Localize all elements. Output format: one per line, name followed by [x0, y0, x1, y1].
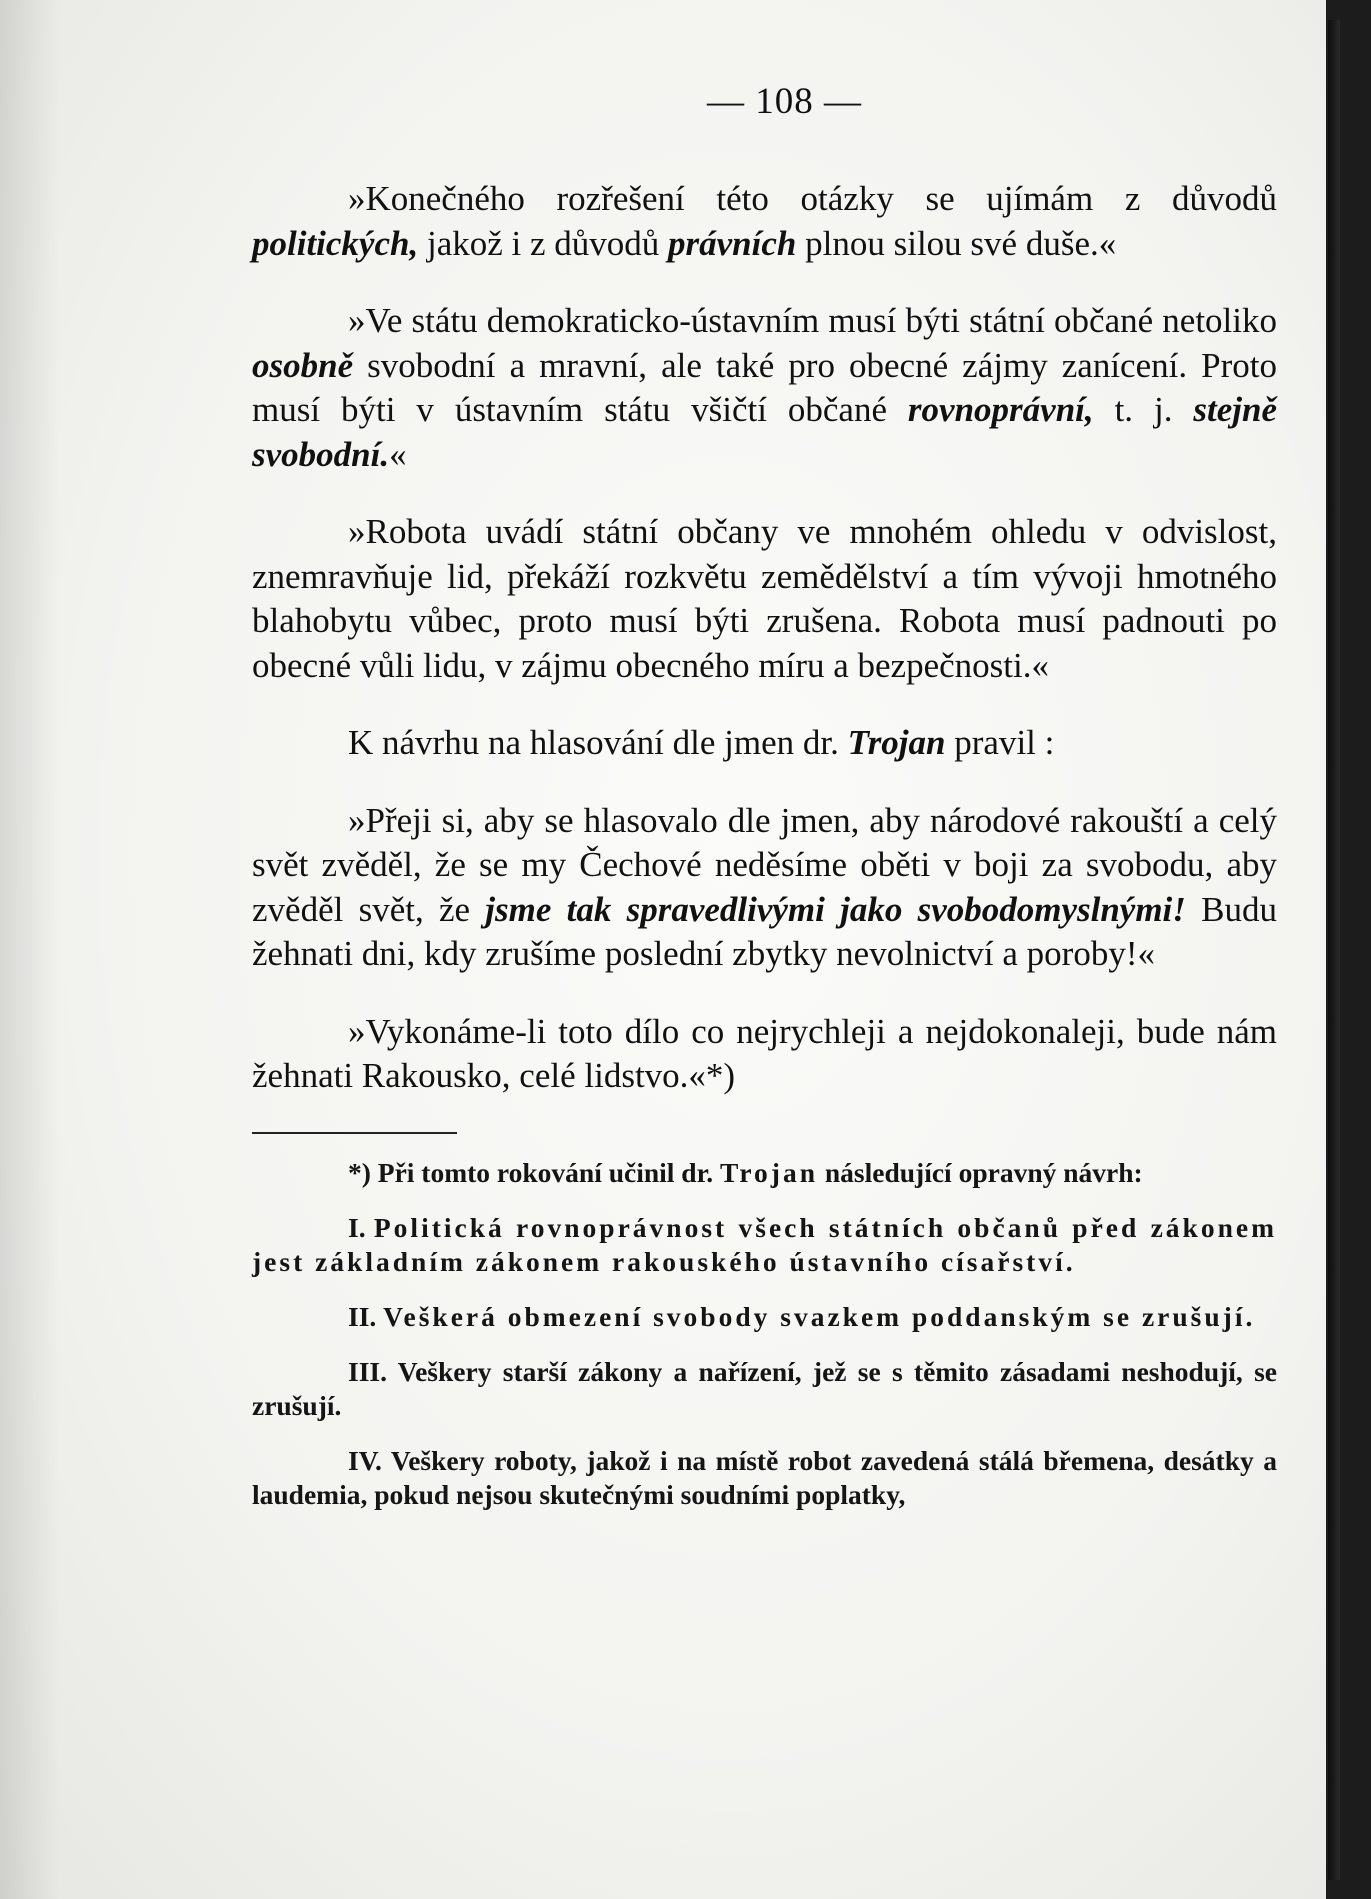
paragraph-5: »Přeji si, aby se hlasovalo dle jmen, aby národové rakouští a celý svět zvěděl, že se my Čechové neděsíme oběti v boji za svobodu, aby zvěděl svět, že jsme tak spravedlivými jako svobodomyslnými! Budu žehnati dni, kdy zrušíme poslední zbytky nevolnictví a poroby!« — [252, 800, 1277, 973]
emphasis-stejne-svobodni: stejně svobodní. — [252, 390, 1277, 474]
footnote-item-iii: III. Veškery starší zákony a nařízení, jež se s těmito zásadami neshodují, se zrušují. — [252, 1355, 1277, 1421]
emphasis-osobne: osobně — [252, 345, 354, 385]
emphasis-trojan: Trojan — [847, 723, 946, 762]
page-number: — 108 — — [707, 81, 862, 122]
paragraph-3: »Robota uvádí státní občany ve mnohém ohledu v odvislost, znemravňuje lid, překáží rozkvětu zemědělství a tím vývoji hmotného blahobytu vůbec, proto musí býti zrušena. Robota musí padnouti po obecné vůli lidu, v zájmu obecného míru a bezpečnosti.« — [252, 512, 1277, 685]
paragraph-6: »Vykonáme-li toto dílo co nejrychleji a nejdokonaleji, bude nám žehnati Rakousko, celé lidstvo.«*) — [252, 1011, 1277, 1095]
page-text — [252, 80, 1277, 1533]
footnote-trojan: Trojan — [720, 1156, 818, 1188]
emphasis-rovnopravni: rovnoprávní, — [907, 390, 1094, 429]
emphasis-politickych: politických, — [252, 223, 419, 263]
paragraph-2: »Ve státu demokraticko-ústavním musí býti státní občané netoliko osobně svobodní a mravní, ale také pro obecné zájmy zanícení. Proto musí býti v ústavním státu všičtí občané rovnoprávní, t. j. stejně svobodní.« — [252, 301, 1277, 474]
paragraph-4: K návrhu na hlasování dle jmen dr. Trojan pravil : — [348, 723, 1055, 762]
page-edge-shadow — [1328, 20, 1340, 1880]
emphasis-spravedlivymi: jsme tak spravedlivými jako svobodomyslnými! — [485, 889, 1186, 929]
footnote-divider — [252, 1132, 457, 1134]
paragraph-1: »Konečného rozřešení této otázky se ujímám z důvodů politických, jakož i z důvodů právních plnou silou své duše.« — [252, 179, 1277, 263]
footnote-item-ii: II. Veškerá obmezení svobody svazkem poddanským se zrušují. — [348, 1300, 1256, 1332]
footnote-item-i: I. Politická rovnoprávnost všech státních občanů před zákonem jest základním zákonem rakouského ústavního císařství. — [252, 1211, 1278, 1277]
footnote-intro: *) Při tomto rokování učinil dr. Trojan následující opravný návrh: — [348, 1156, 1143, 1188]
footnote-item-iv: IV. Veškery roboty, jakož i na místě robot zavedená stálá břemena, desátky a laudemia, pokud nejsou skutečnými soudními poplatky, — [252, 1444, 1277, 1510]
emphasis-pravnich: právních — [668, 223, 797, 263]
